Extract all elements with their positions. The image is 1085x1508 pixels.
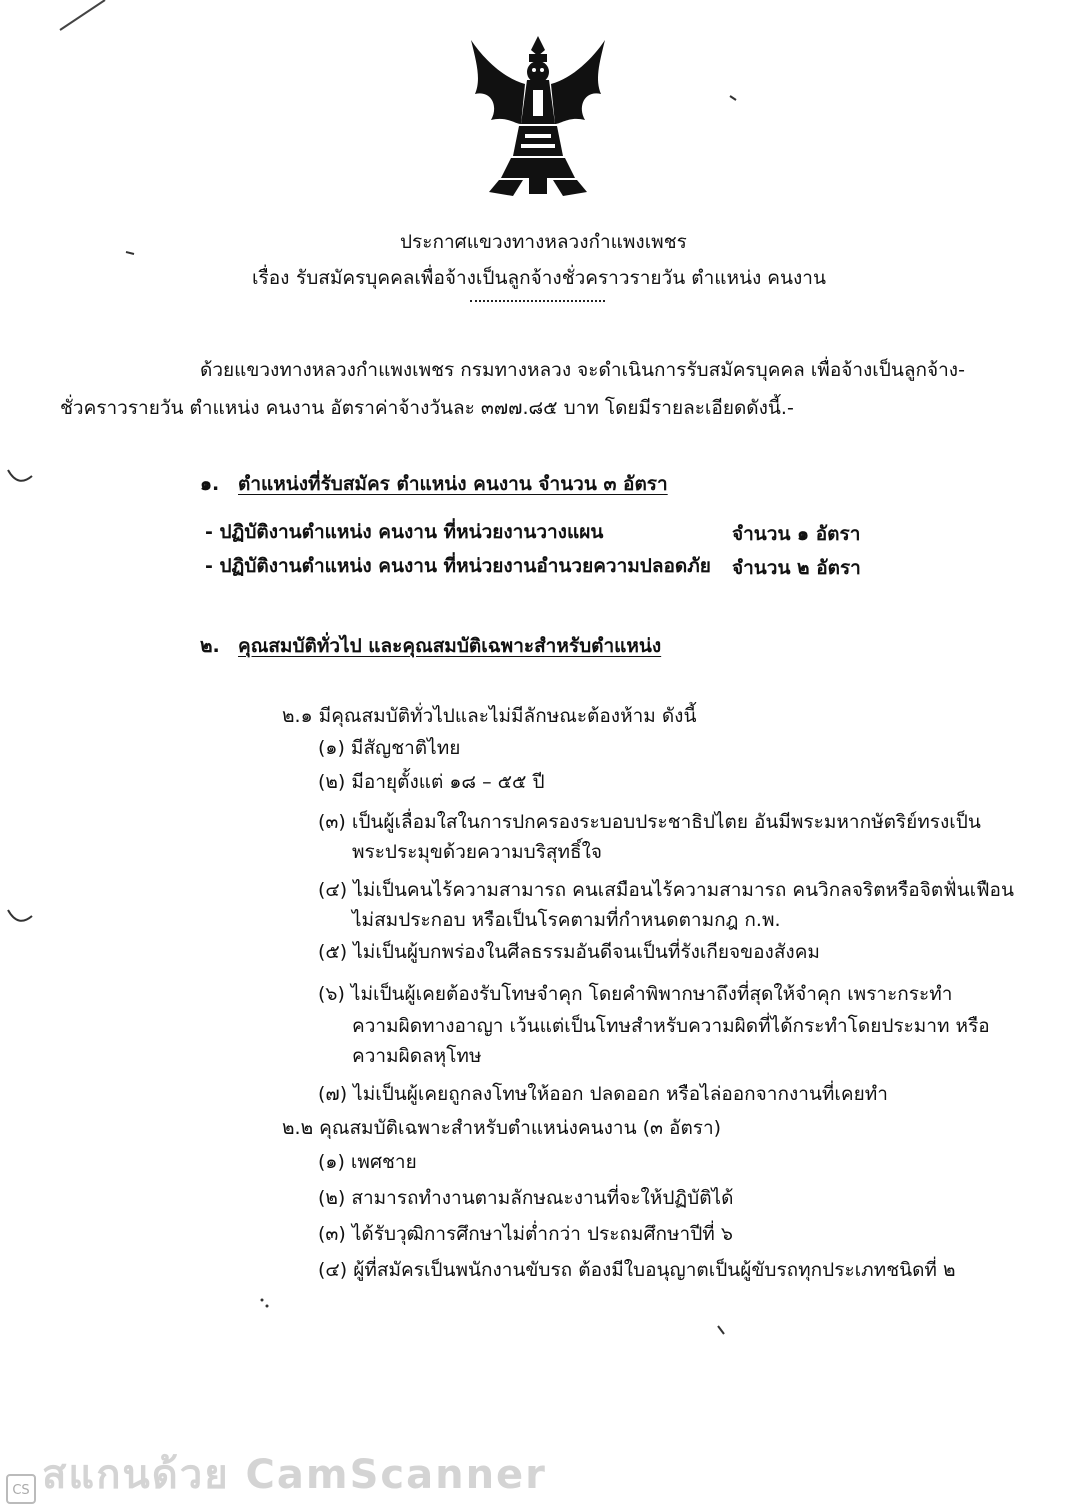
specific-qualification-item: (๑) เพศชาย (318, 1151, 417, 1173)
specific-qualification-item: (๔) ผู้ที่สมัครเป็นพนักงานขับรถ ต้องมีใบอนุญาตเป็นผู้ขับรถทุกประเภทชนิดที่ ๒ (318, 1259, 956, 1281)
section2-heading: คุณสมบัติทั่วไป และคุณสมบัติเฉพาะสำหรับตำแหน่ง (238, 635, 662, 657)
announcement-title: ประกาศแขวงทางหลวงกำแพงเพชร (400, 231, 687, 253)
sub-heading-2-2: ๒.๒ คุณสมบัติเฉพาะสำหรับตำแหน่งคนงาน (๓ อัตรา) (282, 1117, 722, 1139)
qualification-item-cont: ความผิดทางอาญา เว้นแต่เป็นโทษสำหรับความผิดที่ได้กระทำโดยประมาท หรือ (352, 1015, 990, 1037)
section1-number: ๑. (200, 473, 220, 495)
section2-number: ๒. (200, 635, 220, 657)
qualification-item-cont: พระประมุขด้วยความบริสุทธิ์ใจ (352, 841, 603, 863)
sub-heading-2-1: ๒.๑ มีคุณสมบัติทั่วไปและไม่มีลักษณะต้องห้าม ดังนี้ (282, 705, 697, 727)
qualification-item: (๖) ไม่เป็นผู้เคยต้องรับโทษจำคุก โดยคำพิพากษาถึงที่สุดให้จำคุก เพราะกระทำ (318, 983, 953, 1005)
qualification-item-cont: ความผิดลหุโทษ (352, 1045, 482, 1067)
camscanner-logo: CS (6, 1474, 36, 1504)
qualification-item-cont: ไม่สมประกอบ หรือเป็นโรคตามที่กำหนดตามกฎ ก.พ. (352, 909, 781, 931)
qualification-item: (๔) ไม่เป็นคนไร้ความสามารถ คนเสมือนไร้ความสามารถ คนวิกลจริตหรือจิตฟั่นเฟือน (318, 879, 1014, 901)
intro-line-2: ชั่วคราวรายวัน ตำแหน่ง คนงาน อัตราค่าจ้างวันละ ๓๗๗.๘๕ บาท โดยมีรายละเอียดดังนี้.- (60, 397, 794, 419)
qualification-item: (๒) มีอายุตั้งแต่ ๑๘ – ๕๕ ปี (318, 771, 545, 793)
separator-dots (470, 300, 605, 302)
position-row-count: จำนวน ๑ อัตรา (732, 523, 861, 545)
position-row-desc: - ปฏิบัติงานตำแหน่ง คนงาน ที่หน่วยงานอำนวยความปลอดภัย (205, 555, 711, 577)
position-row-desc: - ปฏิบัติงานตำแหน่ง คนงาน ที่หน่วยงานวางแผน (205, 521, 604, 543)
specific-qualification-item: (๓) ได้รับวุฒิการศึกษาไม่ต่ำกว่า ประถมศึกษาปีที่ ๖ (318, 1223, 733, 1245)
garuda-emblem-icon (463, 28, 613, 198)
intro-line-1: ด้วยแขวงทางหลวงกำแพงเพชร กรมทางหลวง จะดำเนินการรับสมัครบุคคล เพื่อจ้างเป็นลูกจ้าง- (200, 359, 965, 381)
qualification-item: (๑) มีสัญชาติไทย (318, 737, 461, 759)
qualification-item: (๗) ไม่เป็นผู้เคยถูกลงโทษให้ออก ปลดออก หรือไล่ออกจากงานที่เคยทำ (318, 1083, 888, 1105)
qualification-item: (๓) เป็นผู้เลื่อมใสในการปกครองระบอบประชาธิปไตย อันมีพระมหากษัตริย์ทรงเป็น (318, 811, 981, 833)
subject-label: เรื่อง (252, 267, 290, 289)
subject-text: รับสมัครบุคคลเพื่อจ้างเป็นลูกจ้างชั่วคราวรายวัน ตำแหน่ง คนงาน (296, 267, 826, 289)
specific-qualification-item: (๒) สามารถทำงานตามลักษณะงานที่จะให้ปฏิบัติได้ (318, 1187, 734, 1209)
section1-heading: ตำแหน่งที่รับสมัคร ตำแหน่ง คนงาน จำนวน ๓ อัตรา (238, 473, 668, 495)
qualification-item: (๕) ไม่เป็นผู้บกพร่องในศีลธรรมอันดีจนเป็นที่รังเกียจของสังคม (318, 941, 820, 963)
position-row-count: จำนวน ๒ อัตรา (732, 557, 861, 579)
camscanner-watermark: สแกนด้วย CamScanner (42, 1452, 547, 1498)
